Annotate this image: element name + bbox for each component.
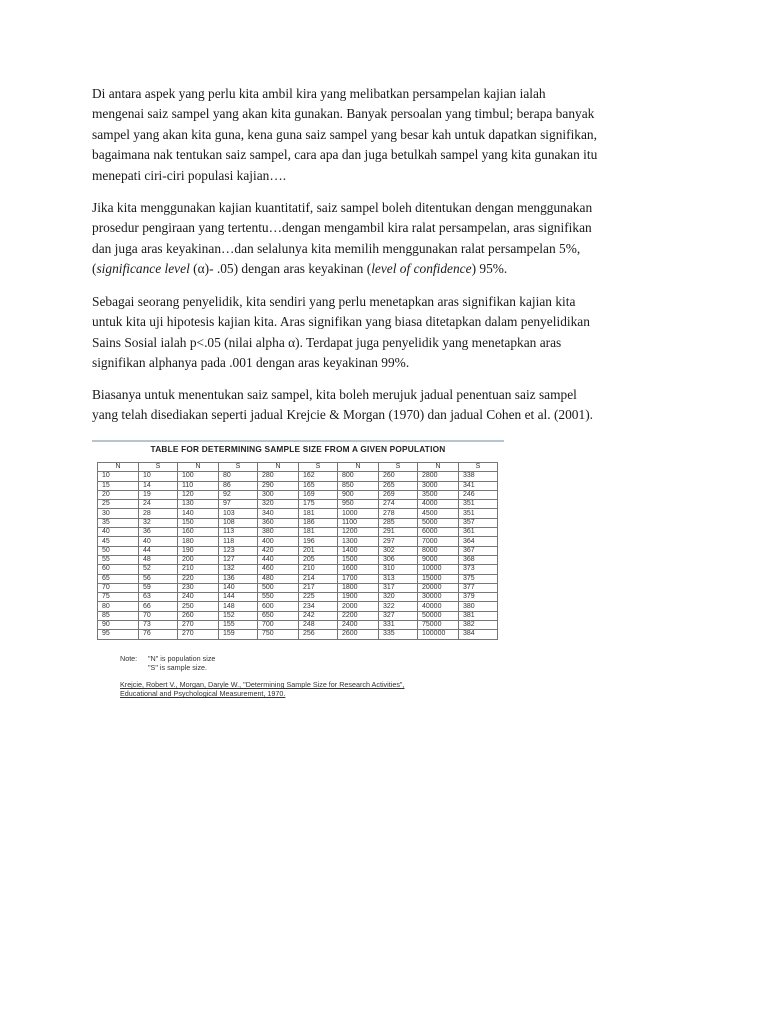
column-header: S	[459, 463, 498, 472]
table-cell: 1000	[338, 509, 379, 518]
text-run: (α)- .05) dengan aras keyakinan (	[189, 261, 372, 277]
table-cell: 331	[379, 621, 418, 630]
table-cell: 75	[98, 593, 139, 602]
table-cell: 95	[98, 630, 139, 639]
table-cell: 1100	[338, 518, 379, 527]
table-cell: 15000	[418, 574, 459, 583]
table-cell: 76	[139, 630, 178, 639]
table-cell: 70	[98, 583, 139, 592]
table-cell: 600	[258, 602, 299, 611]
table-cell: 351	[459, 509, 498, 518]
table-cell: 169	[299, 490, 338, 499]
table-cell: 340	[258, 509, 299, 518]
table-cell: 248	[299, 621, 338, 630]
table-cell: 357	[459, 518, 498, 527]
table-cell: 7000	[418, 537, 459, 546]
table-cell: 55	[98, 555, 139, 564]
table-cell: 150	[178, 518, 219, 527]
table-cell: 180	[178, 537, 219, 546]
table-cell: 162	[299, 472, 338, 481]
column-header: N	[258, 463, 299, 472]
table-cell: 103	[219, 509, 258, 518]
table-cell: 10	[98, 472, 139, 481]
table-cell: 65	[98, 574, 139, 583]
table-cell: 700	[258, 621, 299, 630]
citation-line: Educational and Psychological Measurement, 1970.	[120, 689, 286, 698]
column-header: N	[98, 463, 139, 472]
table-cell: 1400	[338, 546, 379, 555]
table-cell: 165	[299, 481, 338, 490]
table-row	[98, 574, 498, 583]
figure-top-border	[92, 440, 504, 442]
table-cell: 230	[178, 583, 219, 592]
table-cell: 380	[459, 602, 498, 611]
table-cell: 140	[178, 509, 219, 518]
paragraph-line: untuk kita uji hipotesis kajian kita. Aras signifikan yang biasa ditetapkan dalam penyelidikan	[92, 314, 590, 330]
figure-title: TABLE FOR DETERMINING SAMPLE SIZE FROM A GIVEN POPULATION	[150, 444, 446, 454]
table-cell: 70	[139, 611, 178, 620]
table-cell: 201	[299, 546, 338, 555]
paragraph-line: Sains Sosial ialah p<.05 (nilai alpha α). Terdapat juga penyelidik yang menetapkan aras	[92, 334, 562, 350]
table-cell: 127	[219, 555, 258, 564]
table-row	[98, 565, 498, 574]
table-header-row	[98, 463, 498, 472]
table-cell: 181	[299, 528, 338, 537]
paragraph-line: mengenai saiz sampel yang akan kita gunakan. Banyak persoalan yang timbul; berapa banyak	[92, 106, 595, 122]
paragraph-4	[92, 385, 692, 426]
table-cell: 20	[98, 490, 139, 499]
table-cell: 400	[258, 537, 299, 546]
table-cell: 108	[219, 518, 258, 527]
table-cell: 220	[178, 574, 219, 583]
table-row	[98, 490, 498, 499]
paragraph-line: yang telah disediakan seperti jadual Krejcie & Morgan (1970) dan jadual Cohen et al. (2001).	[92, 407, 593, 423]
table-cell: 750	[258, 630, 299, 639]
paragraph-line: bagaimana nak tentukan saiz sampel, cara apa dan juga betulkah sampel yang kita gunakan itu	[92, 147, 598, 163]
table-cell: 155	[219, 621, 258, 630]
table-cell: 460	[258, 565, 299, 574]
note-line: "N" is population size	[148, 654, 216, 663]
table-cell: 100000	[418, 630, 459, 639]
table-cell: 9000	[418, 555, 459, 564]
table-cell: 240	[178, 593, 219, 602]
table-cell: 190	[178, 546, 219, 555]
table-cell: 1500	[338, 555, 379, 564]
table-row	[98, 481, 498, 490]
table-cell: 85	[98, 611, 139, 620]
table-cell: 280	[258, 472, 299, 481]
table-cell: 278	[379, 509, 418, 518]
table-cell: 10	[139, 472, 178, 481]
table-row	[98, 472, 498, 481]
table-row	[98, 611, 498, 620]
table-cell: 360	[258, 518, 299, 527]
table-cell: 250	[178, 602, 219, 611]
table-cell: 2400	[338, 621, 379, 630]
table-cell: 440	[258, 555, 299, 564]
table-row	[98, 630, 498, 639]
table-cell: 14	[139, 481, 178, 490]
table-cell: 40	[139, 537, 178, 546]
table-cell: 3000	[418, 481, 459, 490]
italic-term: significance level	[96, 261, 190, 277]
table-cell: 1300	[338, 537, 379, 546]
paragraph-line: Jika kita menggunakan kajian kuantitatif, saiz sampel boleh ditentukan dengan menggunakan	[92, 200, 593, 215]
table-cell: 50	[98, 546, 139, 555]
text-run: ) 95%.	[471, 261, 508, 277]
paragraph-line: menepati ciri-ciri populasi kajian….	[92, 167, 287, 183]
table-cell: 313	[379, 574, 418, 583]
table-cell: 550	[258, 593, 299, 602]
table-cell: 1600	[338, 565, 379, 574]
table-cell: 40	[98, 528, 139, 537]
sample-size-table	[97, 462, 498, 640]
table-cell: 8000	[418, 546, 459, 555]
table-cell: 265	[379, 481, 418, 490]
table-cell: 270	[178, 630, 219, 639]
paragraph-line: prosedur pengiraan yang tertentu…dengan mengambil kira ralat persampelan, aras signifikan	[92, 220, 592, 236]
table-cell: 256	[299, 630, 338, 639]
table-cell: 200	[178, 555, 219, 564]
table-row	[98, 528, 498, 537]
table-cell: 80	[98, 602, 139, 611]
table-cell: 302	[379, 546, 418, 555]
table-cell: 120	[178, 490, 219, 499]
table-cell: 2600	[338, 630, 379, 639]
table-cell: 367	[459, 546, 498, 555]
table-cell: 32	[139, 518, 178, 527]
table-cell: 175	[299, 500, 338, 509]
table-cell: 144	[219, 593, 258, 602]
table-cell: 160	[178, 528, 219, 537]
table-cell: 297	[379, 537, 418, 546]
table-cell: 45	[98, 537, 139, 546]
table-cell: 75000	[418, 621, 459, 630]
table-cell: 368	[459, 555, 498, 564]
table-body	[98, 472, 498, 639]
table-cell: 500	[258, 583, 299, 592]
table-row	[98, 593, 498, 602]
table-cell: 118	[219, 537, 258, 546]
table-cell: 291	[379, 528, 418, 537]
table-cell: 59	[139, 583, 178, 592]
paragraph-line: sampel yang akan kita guna, kena guna saiz sampel yang besar kah untuk dapatkan signifikan,	[92, 126, 597, 142]
table-cell: 338	[459, 472, 498, 481]
table-cell: 270	[178, 621, 219, 630]
table-cell: 63	[139, 593, 178, 602]
table-cell: 113	[219, 528, 258, 537]
column-header: S	[219, 463, 258, 472]
table-cell: 35	[98, 518, 139, 527]
table-cell: 148	[219, 602, 258, 611]
table-cell: 186	[299, 518, 338, 527]
table-row	[98, 518, 498, 527]
table-cell: 1200	[338, 528, 379, 537]
table-cell: 1800	[338, 583, 379, 592]
table-cell: 66	[139, 602, 178, 611]
table-cell: 260	[379, 472, 418, 481]
table-cell: 100	[178, 472, 219, 481]
table-cell: 4000	[418, 500, 459, 509]
table-cell: 1700	[338, 574, 379, 583]
table-cell: 327	[379, 611, 418, 620]
table-cell: 152	[219, 611, 258, 620]
note-label: Note:	[120, 654, 138, 663]
table-cell: 3500	[418, 490, 459, 499]
table-cell: 50000	[418, 611, 459, 620]
table-cell: 361	[459, 528, 498, 537]
table-cell: 381	[459, 611, 498, 620]
table-cell: 136	[219, 574, 258, 583]
paragraph-line: signifikan alphanya pada .001 dengan aras keyakinan 99%.	[92, 355, 410, 371]
table-cell: 335	[379, 630, 418, 639]
table-cell: 800	[338, 472, 379, 481]
table-cell: 60	[98, 565, 139, 574]
table-cell: 2200	[338, 611, 379, 620]
column-header: S	[139, 463, 178, 472]
table-cell: 159	[219, 630, 258, 639]
table-cell: 40000	[418, 602, 459, 611]
table-cell: 132	[219, 565, 258, 574]
table-row	[98, 602, 498, 611]
table-cell: 246	[459, 490, 498, 499]
sample-size-table-figure	[92, 440, 504, 706]
table-cell: 306	[379, 555, 418, 564]
table-cell: 5000	[418, 518, 459, 527]
table-cell: 290	[258, 481, 299, 490]
paragraph-2	[92, 198, 692, 280]
table-cell: 2800	[418, 472, 459, 481]
table-cell: 30000	[418, 593, 459, 602]
table-cell: 242	[299, 611, 338, 620]
table-cell: 900	[338, 490, 379, 499]
table-cell: 260	[178, 611, 219, 620]
table-cell: 225	[299, 593, 338, 602]
table-cell: 217	[299, 583, 338, 592]
table-cell: 6000	[418, 528, 459, 537]
table-cell: 322	[379, 602, 418, 611]
table-cell: 90	[98, 621, 139, 630]
table-row	[98, 583, 498, 592]
text-run: (	[92, 261, 97, 277]
table-cell: 2000	[338, 602, 379, 611]
column-header: N	[338, 463, 379, 472]
table-cell: 36	[139, 528, 178, 537]
table-cell: 15	[98, 481, 139, 490]
table-cell: 10000	[418, 565, 459, 574]
table-cell: 110	[178, 481, 219, 490]
table-cell: 130	[178, 500, 219, 509]
table-cell: 140	[219, 583, 258, 592]
table-row	[98, 546, 498, 555]
table-cell: 274	[379, 500, 418, 509]
table-row	[98, 509, 498, 518]
note-line: "S" is sample size.	[148, 663, 208, 672]
table-cell: 56	[139, 574, 178, 583]
table-row	[98, 537, 498, 546]
paragraph-line: Biasanya untuk menentukan saiz sampel, kita boleh merujuk jadual penentuan saiz sampel	[92, 387, 577, 402]
column-header: S	[379, 463, 418, 472]
table-cell: 97	[219, 500, 258, 509]
table-cell: 650	[258, 611, 299, 620]
table-cell: 19	[139, 490, 178, 499]
table-cell: 4500	[418, 509, 459, 518]
table-cell: 28	[139, 509, 178, 518]
table-cell: 380	[258, 528, 299, 537]
table-cell: 48	[139, 555, 178, 564]
table-cell: 320	[258, 500, 299, 509]
table-cell: 86	[219, 481, 258, 490]
table-row	[98, 555, 498, 564]
table-cell: 52	[139, 565, 178, 574]
table-cell: 123	[219, 546, 258, 555]
table-cell: 30	[98, 509, 139, 518]
citation-line: Krejcie, Robert V., Morgan, Daryle W., "Determining Sample Size for Research Activities",	[120, 680, 405, 689]
table-cell: 20000	[418, 583, 459, 592]
table-cell: 92	[219, 490, 258, 499]
table-cell: 382	[459, 621, 498, 630]
table-cell: 80	[219, 472, 258, 481]
table-row	[98, 621, 498, 630]
table-cell: 1900	[338, 593, 379, 602]
table-cell: 850	[338, 481, 379, 490]
table-cell: 24	[139, 500, 178, 509]
table-row	[98, 500, 498, 509]
table-cell: 285	[379, 518, 418, 527]
table-cell: 317	[379, 583, 418, 592]
table-cell: 310	[379, 565, 418, 574]
table-cell: 351	[459, 500, 498, 509]
table-cell: 269	[379, 490, 418, 499]
column-header: S	[299, 463, 338, 472]
table-cell: 420	[258, 546, 299, 555]
paragraph-line: Sebagai seorang penyelidik, kita sendiri yang perlu menetapkan aras signifikan kajian kita	[92, 294, 576, 309]
paragraph-line-mixed	[92, 259, 692, 279]
paragraph-line: dan juga aras keyakinan…dan selalunya kita memilih menggunakan ralat persampelan 5%,	[92, 240, 581, 256]
paragraph-3	[92, 292, 692, 374]
table-cell: 384	[459, 630, 498, 639]
table-cell: 196	[299, 537, 338, 546]
paragraph-1	[92, 84, 692, 186]
paragraph-line: Di antara aspek yang perlu kita ambil kira yang melibatkan persampelan kajian ialah	[92, 86, 546, 101]
table-cell: 205	[299, 555, 338, 564]
table-cell: 73	[139, 621, 178, 630]
table-cell: 379	[459, 593, 498, 602]
column-header: N	[418, 463, 459, 472]
table-cell: 320	[379, 593, 418, 602]
table-cell: 375	[459, 574, 498, 583]
table-cell: 210	[178, 565, 219, 574]
italic-term: level of confidence	[371, 261, 472, 277]
table-cell: 25	[98, 500, 139, 509]
table-cell: 364	[459, 537, 498, 546]
table-citation	[120, 680, 500, 698]
table-cell: 480	[258, 574, 299, 583]
table-cell: 341	[459, 481, 498, 490]
table-cell: 44	[139, 546, 178, 555]
table-cell: 377	[459, 583, 498, 592]
table-cell: 210	[299, 565, 338, 574]
table-cell: 300	[258, 490, 299, 499]
column-header: N	[178, 463, 219, 472]
table-cell: 950	[338, 500, 379, 509]
table-cell: 214	[299, 574, 338, 583]
table-cell: 181	[299, 509, 338, 518]
table-cell: 234	[299, 602, 338, 611]
table-cell: 373	[459, 565, 498, 574]
